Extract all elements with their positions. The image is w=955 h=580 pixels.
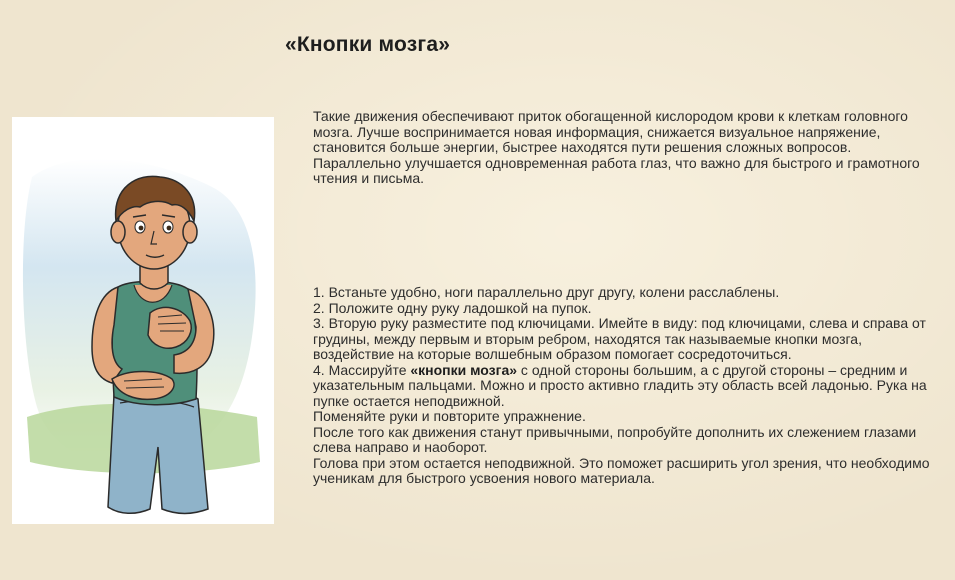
step-4-highlight: «кнопки мозга» bbox=[410, 361, 518, 378]
boy-illustration bbox=[12, 117, 274, 524]
step-2: 2. Положите одну руку ладошкой на пупок. bbox=[313, 299, 592, 316]
head-still-note: Голова при этом остается неподвижной. Это поможет расширить угол зрения, что необходимо ученикам для быстрого усвоения нового материала. bbox=[313, 454, 930, 486]
page-title: «Кнопки мозга» bbox=[285, 33, 451, 56]
step-3: 3. Вторую руку разместите под ключицами. Имейте в виду: под ключицами, слева и справа от грудины, между первым и вторым ребром, находятся так называемые кнопки мозга, воздействие на которые волшебным образом помогает сосредоточиться. bbox=[313, 315, 926, 362]
swap-hands-note: Поменяйте руки и повторите упражнение. bbox=[313, 408, 586, 424]
step-1: 1. Встаньте удобно, ноги параллельно друг другу, колени расслаблены. bbox=[313, 284, 780, 300]
intro-paragraph: Такие движения обеспечивают приток обогащенной кислородом крови к клеткам головного мозга. Лучше воспринимается новая информация, снижается визуальное напряжение, становится больше энергии, быстрее находятся пути решения сложных вопросов. Параллельно улучшается одновременная работа глаз, что важно для быстрого и грамотного чтения и письма. bbox=[313, 108, 920, 186]
step-4 bbox=[313, 363, 941, 410]
step-4-suffix: с одной стороны большим, а с другой стороны – средним и указательным пальцами. Можно и просто активно гладить эту область всей ладонью. Рука на пупке остается неподвижной. bbox=[313, 361, 927, 409]
step-4-prefix: 4. Массируйте bbox=[313, 361, 411, 378]
eye-tracking-note: После того как движения станут привычными, попробуйте дополнить их слежением глазами слева направо и наоборот. bbox=[313, 423, 917, 455]
instructions-list bbox=[313, 285, 941, 487]
